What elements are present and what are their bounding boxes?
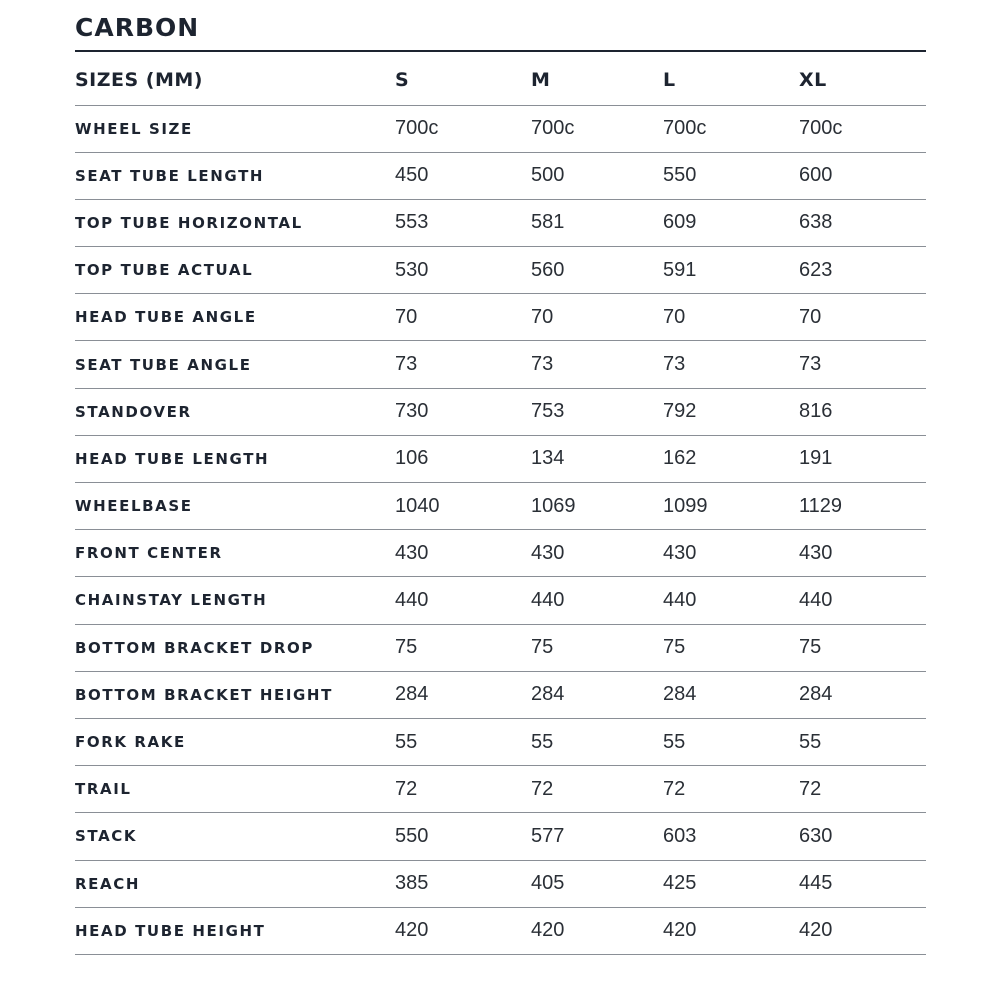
value-cell-xl: 72 bbox=[799, 766, 926, 813]
value-cell-xl: 630 bbox=[799, 813, 926, 860]
value-cell-m: 420 bbox=[531, 907, 663, 954]
row-label: BOTTOM BRACKET DROP bbox=[75, 624, 395, 671]
value-cell-xl: 191 bbox=[799, 435, 926, 482]
value-cell-m: 581 bbox=[531, 199, 663, 246]
row-label: REACH bbox=[75, 860, 395, 907]
value-cell-m: 440 bbox=[531, 577, 663, 624]
value-cell-l: 609 bbox=[663, 199, 799, 246]
table-row bbox=[75, 388, 926, 435]
value-cell-s: 284 bbox=[395, 671, 531, 718]
value-cell-xl: 73 bbox=[799, 341, 926, 388]
value-cell-s: 553 bbox=[395, 199, 531, 246]
row-label: SEAT TUBE ANGLE bbox=[75, 341, 395, 388]
row-label: TRAIL bbox=[75, 766, 395, 813]
row-label: STANDOVER bbox=[75, 388, 395, 435]
value-cell-m: 134 bbox=[531, 435, 663, 482]
row-label: STACK bbox=[75, 813, 395, 860]
value-cell-s: 530 bbox=[395, 247, 531, 294]
value-cell-xl: 700c bbox=[799, 105, 926, 152]
value-cell-m: 55 bbox=[531, 718, 663, 765]
value-cell-s: 420 bbox=[395, 907, 531, 954]
value-cell-xl: 816 bbox=[799, 388, 926, 435]
value-cell-s: 385 bbox=[395, 860, 531, 907]
value-cell-xl: 430 bbox=[799, 530, 926, 577]
header-size-s: S bbox=[395, 52, 531, 105]
value-cell-l: 72 bbox=[663, 766, 799, 813]
value-cell-m: 753 bbox=[531, 388, 663, 435]
header-label: SIZES (MM) bbox=[75, 52, 395, 105]
value-cell-l: 284 bbox=[663, 671, 799, 718]
value-cell-l: 700c bbox=[663, 105, 799, 152]
value-cell-m: 75 bbox=[531, 624, 663, 671]
value-cell-xl: 600 bbox=[799, 152, 926, 199]
value-cell-m: 405 bbox=[531, 860, 663, 907]
table-row bbox=[75, 247, 926, 294]
value-cell-xl: 445 bbox=[799, 860, 926, 907]
row-label: CHAINSTAY LENGTH bbox=[75, 577, 395, 624]
value-cell-m: 1069 bbox=[531, 483, 663, 530]
row-label: HEAD TUBE ANGLE bbox=[75, 294, 395, 341]
value-cell-s: 72 bbox=[395, 766, 531, 813]
row-label: TOP TUBE HORIZONTAL bbox=[75, 199, 395, 246]
row-label: HEAD TUBE HEIGHT bbox=[75, 907, 395, 954]
value-cell-l: 420 bbox=[663, 907, 799, 954]
table-body bbox=[75, 105, 926, 954]
table-row bbox=[75, 435, 926, 482]
value-cell-xl: 420 bbox=[799, 907, 926, 954]
row-label: WHEEL SIZE bbox=[75, 105, 395, 152]
table-row bbox=[75, 294, 926, 341]
section-title: CARBON bbox=[75, 13, 200, 42]
value-cell-l: 73 bbox=[663, 341, 799, 388]
value-cell-s: 70 bbox=[395, 294, 531, 341]
row-label: HEAD TUBE LENGTH bbox=[75, 435, 395, 482]
value-cell-xl: 623 bbox=[799, 247, 926, 294]
table-row bbox=[75, 152, 926, 199]
value-cell-s: 730 bbox=[395, 388, 531, 435]
value-cell-s: 75 bbox=[395, 624, 531, 671]
value-cell-l: 603 bbox=[663, 813, 799, 860]
value-cell-m: 560 bbox=[531, 247, 663, 294]
value-cell-l: 440 bbox=[663, 577, 799, 624]
value-cell-s: 106 bbox=[395, 435, 531, 482]
value-cell-m: 72 bbox=[531, 766, 663, 813]
value-cell-l: 75 bbox=[663, 624, 799, 671]
value-cell-l: 550 bbox=[663, 152, 799, 199]
table-row bbox=[75, 860, 926, 907]
row-label: WHEELBASE bbox=[75, 483, 395, 530]
value-cell-s: 550 bbox=[395, 813, 531, 860]
section-title-bar bbox=[75, 0, 926, 52]
table-row bbox=[75, 577, 926, 624]
value-cell-xl: 75 bbox=[799, 624, 926, 671]
geometry-table bbox=[75, 52, 926, 955]
table-row bbox=[75, 907, 926, 954]
header-size-xl: XL bbox=[799, 52, 926, 105]
value-cell-xl: 55 bbox=[799, 718, 926, 765]
table-row bbox=[75, 671, 926, 718]
value-cell-xl: 284 bbox=[799, 671, 926, 718]
value-cell-s: 430 bbox=[395, 530, 531, 577]
value-cell-s: 73 bbox=[395, 341, 531, 388]
value-cell-xl: 638 bbox=[799, 199, 926, 246]
row-label: FRONT CENTER bbox=[75, 530, 395, 577]
table-row bbox=[75, 624, 926, 671]
value-cell-xl: 70 bbox=[799, 294, 926, 341]
row-label: FORK RAKE bbox=[75, 718, 395, 765]
table-row bbox=[75, 530, 926, 577]
value-cell-l: 162 bbox=[663, 435, 799, 482]
value-cell-l: 1099 bbox=[663, 483, 799, 530]
value-cell-m: 284 bbox=[531, 671, 663, 718]
header-size-l: L bbox=[663, 52, 799, 105]
row-label: BOTTOM BRACKET HEIGHT bbox=[75, 671, 395, 718]
value-cell-l: 792 bbox=[663, 388, 799, 435]
table-row bbox=[75, 813, 926, 860]
value-cell-s: 55 bbox=[395, 718, 531, 765]
row-label: SEAT TUBE LENGTH bbox=[75, 152, 395, 199]
value-cell-m: 70 bbox=[531, 294, 663, 341]
row-label: TOP TUBE ACTUAL bbox=[75, 247, 395, 294]
geometry-sheet bbox=[75, 0, 926, 955]
table-row bbox=[75, 483, 926, 530]
value-cell-s: 700c bbox=[395, 105, 531, 152]
value-cell-m: 500 bbox=[531, 152, 663, 199]
value-cell-l: 425 bbox=[663, 860, 799, 907]
table-row bbox=[75, 199, 926, 246]
value-cell-m: 430 bbox=[531, 530, 663, 577]
value-cell-l: 55 bbox=[663, 718, 799, 765]
table-row bbox=[75, 105, 926, 152]
table-row bbox=[75, 341, 926, 388]
value-cell-s: 440 bbox=[395, 577, 531, 624]
value-cell-l: 430 bbox=[663, 530, 799, 577]
value-cell-s: 450 bbox=[395, 152, 531, 199]
value-cell-m: 73 bbox=[531, 341, 663, 388]
value-cell-xl: 1129 bbox=[799, 483, 926, 530]
value-cell-xl: 440 bbox=[799, 577, 926, 624]
header-size-m: M bbox=[531, 52, 663, 105]
table-row bbox=[75, 718, 926, 765]
value-cell-m: 577 bbox=[531, 813, 663, 860]
table-row bbox=[75, 766, 926, 813]
value-cell-m: 700c bbox=[531, 105, 663, 152]
header-row bbox=[75, 52, 926, 105]
value-cell-l: 591 bbox=[663, 247, 799, 294]
value-cell-s: 1040 bbox=[395, 483, 531, 530]
value-cell-l: 70 bbox=[663, 294, 799, 341]
